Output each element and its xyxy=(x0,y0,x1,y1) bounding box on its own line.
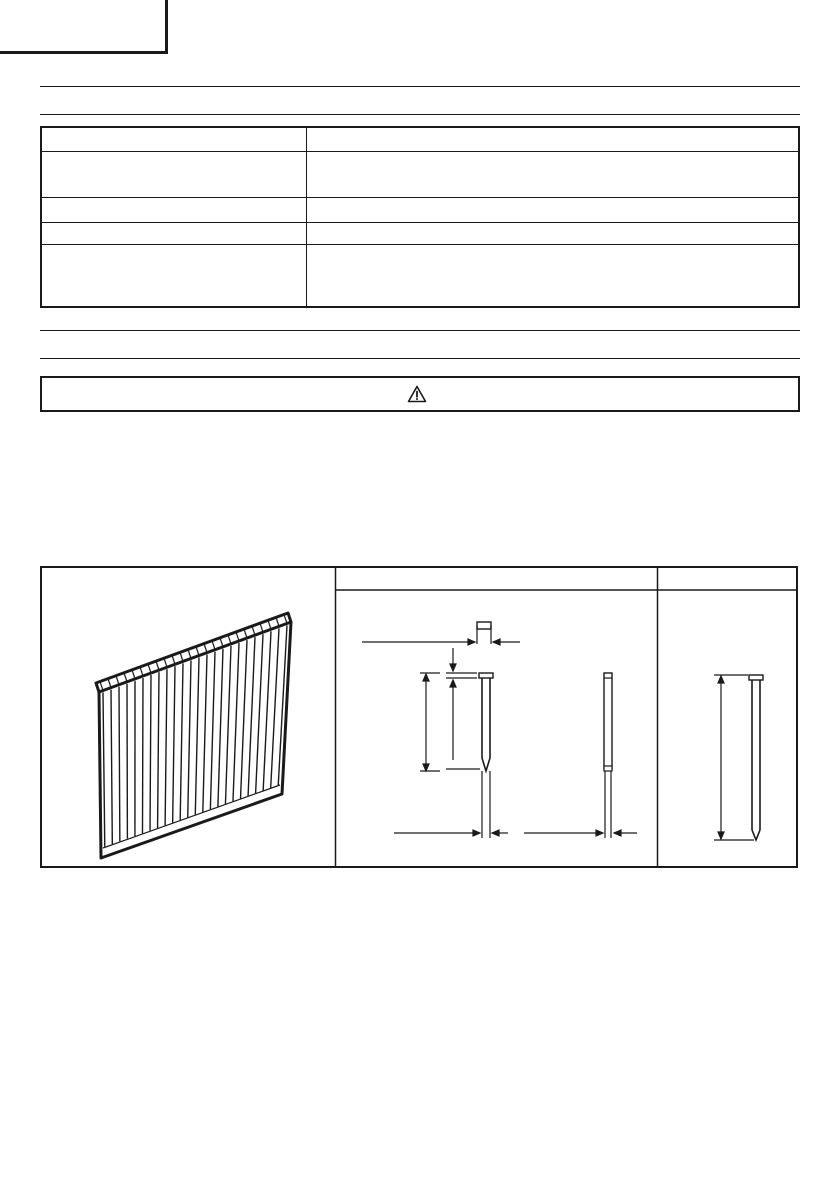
brad-line xyxy=(180,663,183,820)
brad-line xyxy=(195,658,199,815)
brad-line xyxy=(271,628,279,788)
brad-line xyxy=(263,631,271,790)
warning-box xyxy=(40,376,800,412)
spec-row xyxy=(41,127,799,151)
spec-row xyxy=(41,151,799,198)
spec-label xyxy=(41,151,307,198)
brad-line xyxy=(225,646,231,804)
spec-value xyxy=(307,198,800,222)
nail-dimension-drawing xyxy=(362,622,637,838)
spec-label xyxy=(41,198,307,222)
brad-line xyxy=(241,640,247,799)
specifications-table xyxy=(40,126,800,308)
brad-line xyxy=(142,678,143,833)
brad-line xyxy=(188,660,191,817)
spec-label xyxy=(41,127,307,151)
brad-line xyxy=(165,669,167,825)
warning-wrap xyxy=(407,385,433,403)
nail-diagram xyxy=(42,568,796,866)
spec-label xyxy=(41,244,307,307)
spec-row xyxy=(41,198,799,222)
brad-line xyxy=(233,643,239,801)
brad-line xyxy=(218,649,223,807)
brad-line xyxy=(150,675,151,831)
spec-value xyxy=(307,244,800,307)
brad-line xyxy=(103,693,105,847)
section-rule-fasteners-top xyxy=(40,330,800,331)
spec-value xyxy=(307,127,800,151)
spec-row xyxy=(41,222,799,244)
brad-line xyxy=(248,637,255,796)
spec-label xyxy=(41,222,307,244)
brad-line xyxy=(210,652,215,810)
brad-line xyxy=(256,634,263,793)
brad-line xyxy=(111,690,112,844)
spec-value xyxy=(307,222,800,244)
nail-strip-illustration xyxy=(96,613,291,858)
spec-value xyxy=(307,151,800,198)
brad-line xyxy=(203,655,207,812)
language-tab xyxy=(0,0,168,54)
section-rule-specifications-top xyxy=(40,86,800,87)
warning-triangle-icon xyxy=(407,385,427,403)
spec-row xyxy=(41,244,799,307)
brad-line xyxy=(173,666,175,822)
section-rule-fasteners-bottom xyxy=(40,358,800,359)
nail-illustration-panel xyxy=(40,566,798,868)
section-rule-specifications-bottom xyxy=(40,114,800,115)
brad-line xyxy=(158,672,159,828)
nail-length-drawing xyxy=(714,675,763,840)
brad-line xyxy=(119,687,120,842)
